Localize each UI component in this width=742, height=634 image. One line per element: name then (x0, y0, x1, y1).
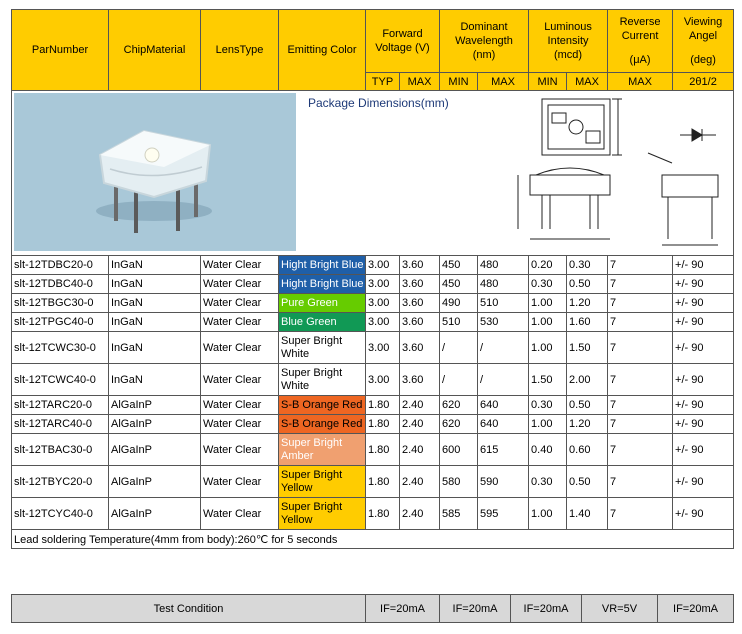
test-condition-table (11, 594, 734, 623)
ir-cell: 7 (608, 364, 673, 396)
test-condition-ir: VR=5V (582, 595, 658, 623)
part-number-cell: slt-12TARC40-0 (12, 415, 109, 434)
iv-min-cell: 0.30 (529, 466, 567, 498)
test-condition-iv: IF=20mA (511, 595, 582, 623)
part-number-cell: slt-12TBYC20-0 (12, 466, 109, 498)
vf-typ-cell: 3.00 (366, 256, 400, 275)
vf-typ-cell: 3.00 (366, 332, 400, 364)
iv-max-cell: 1.20 (567, 294, 608, 313)
wl-max-cell: 595 (478, 498, 529, 530)
wl-min-cell: 580 (440, 466, 478, 498)
vf-max-cell: 3.60 (400, 332, 440, 364)
led-photo (14, 93, 296, 251)
header-reverse-current-unit: (μA) (629, 54, 651, 66)
package-row (12, 91, 734, 256)
chip-material-cell: AlGaInP (109, 498, 201, 530)
test-condition-vf: IF=20mA (366, 595, 440, 623)
vf-typ-cell: 3.00 (366, 294, 400, 313)
part-number-cell: slt-12TARC20-0 (12, 396, 109, 415)
vf-typ-cell: 3.00 (366, 364, 400, 396)
iv-min-cell: 1.50 (529, 364, 567, 396)
vf-typ-cell: 1.80 (366, 396, 400, 415)
header-forward-voltage: Forward Voltage (V) (366, 10, 440, 73)
sub-wl-min: MIN (440, 73, 478, 91)
iv-max-cell: 1.60 (567, 313, 608, 332)
iv-min-cell: 1.00 (529, 498, 567, 530)
wl-min-cell: 600 (440, 434, 478, 466)
vf-max-cell: 3.60 (400, 313, 440, 332)
viewing-angle-cell: +/- 90 (673, 294, 734, 313)
wl-max-cell: 510 (478, 294, 529, 313)
iv-min-cell: 1.00 (529, 294, 567, 313)
chip-material-cell: InGaN (109, 275, 201, 294)
ir-cell: 7 (608, 498, 673, 530)
table-row (12, 275, 734, 294)
emitting-color-cell: Hight Bright Blue (279, 275, 366, 294)
vf-typ-cell: 1.80 (366, 466, 400, 498)
wl-min-cell: 620 (440, 415, 478, 434)
table-row (12, 256, 734, 275)
sub-iv-max: MAX (567, 73, 608, 91)
emitting-color-cell: Pure Green (279, 294, 366, 313)
test-condition-label: Test Condition (12, 595, 366, 623)
viewing-angle-cell: +/- 90 (673, 434, 734, 466)
part-number-cell: slt-12TCWC40-0 (12, 364, 109, 396)
wl-max-cell: 590 (478, 466, 529, 498)
wl-min-cell: 450 (440, 256, 478, 275)
ir-cell: 7 (608, 415, 673, 434)
sub-wl-max: MAX (478, 73, 529, 91)
emitting-color-cell: Super Bright Yellow (279, 498, 366, 530)
sub-angle: 2θ1/2 (673, 73, 734, 91)
lens-type-cell: Water Clear (201, 466, 279, 498)
vf-max-cell: 3.60 (400, 364, 440, 396)
chip-material-cell: AlGaInP (109, 434, 201, 466)
chip-material-cell: InGaN (109, 364, 201, 396)
part-number-cell: slt-12TCWC30-0 (12, 332, 109, 364)
part-number-cell: slt-12TDBC40-0 (12, 275, 109, 294)
viewing-angle-cell: +/- 90 (673, 364, 734, 396)
table-row (12, 364, 734, 396)
table-row (12, 396, 734, 415)
sub-vf-typ: TYP (366, 73, 400, 91)
lens-type-cell: Water Clear (201, 275, 279, 294)
soldering-note: Lead soldering Temperature(4mm from body):260℃ for 5 seconds (12, 530, 734, 549)
lens-type-cell: Water Clear (201, 313, 279, 332)
chip-material-cell: AlGaInP (109, 466, 201, 498)
wl-min-cell: 490 (440, 294, 478, 313)
package-title: Package Dimensions(mm) (308, 96, 449, 110)
vf-typ-cell: 3.00 (366, 275, 400, 294)
wl-max-cell: 640 (478, 396, 529, 415)
ir-cell: 7 (608, 313, 673, 332)
package-cell (12, 91, 734, 256)
wl-max-cell: 480 (478, 275, 529, 294)
table-row (12, 332, 734, 364)
emitting-color-cell: S-B Orange Red (279, 396, 366, 415)
wl-max-cell: 530 (478, 313, 529, 332)
wl-max-cell: / (478, 332, 529, 364)
header-chip-material: ChipMaterial (109, 10, 201, 91)
iv-max-cell: 1.20 (567, 415, 608, 434)
header-row (12, 10, 734, 73)
table-row (12, 466, 734, 498)
vf-max-cell: 2.40 (400, 466, 440, 498)
vf-max-cell: 2.40 (400, 415, 440, 434)
header-dominant-wavelength: Dominant Wavelength (nm) (440, 10, 529, 73)
header-luminous-intensity: Luminous Intensity (mcd) (529, 10, 608, 73)
vf-max-cell: 3.60 (400, 256, 440, 275)
ir-cell: 7 (608, 434, 673, 466)
vf-max-cell: 2.40 (400, 396, 440, 415)
vf-typ-cell: 3.00 (366, 313, 400, 332)
ir-cell: 7 (608, 466, 673, 498)
iv-max-cell: 2.00 (567, 364, 608, 396)
table-row (12, 415, 734, 434)
test-condition-wl: IF=20mA (440, 595, 511, 623)
lens-type-cell: Water Clear (201, 256, 279, 275)
viewing-angle-cell: +/- 90 (673, 498, 734, 530)
table-row (12, 313, 734, 332)
viewing-angle-cell: +/- 90 (673, 275, 734, 294)
viewing-angle-cell: +/- 90 (673, 313, 734, 332)
viewing-angle-cell: +/- 90 (673, 332, 734, 364)
emitting-color-cell: Super Bright Amber (279, 434, 366, 466)
header-viewing-angle-label: Viewing Angel (683, 16, 723, 42)
spec-table (11, 9, 734, 549)
iv-max-cell: 0.50 (567, 396, 608, 415)
iv-min-cell: 1.00 (529, 332, 567, 364)
iv-min-cell: 0.30 (529, 275, 567, 294)
wl-max-cell: / (478, 364, 529, 396)
lens-type-cell: Water Clear (201, 415, 279, 434)
ir-cell: 7 (608, 256, 673, 275)
lens-type-cell: Water Clear (201, 396, 279, 415)
lens-type-cell: Water Clear (201, 498, 279, 530)
viewing-angle-cell: +/- 90 (673, 396, 734, 415)
ir-cell: 7 (608, 275, 673, 294)
iv-max-cell: 1.40 (567, 498, 608, 530)
lens-type-cell: Water Clear (201, 364, 279, 396)
ir-cell: 7 (608, 396, 673, 415)
iv-min-cell: 1.00 (529, 415, 567, 434)
iv-max-cell: 0.50 (567, 275, 608, 294)
header-part-number: ParNumber (12, 10, 109, 91)
viewing-angle-cell: +/- 90 (673, 466, 734, 498)
vf-max-cell: 2.40 (400, 434, 440, 466)
ir-cell: 7 (608, 294, 673, 313)
vf-max-cell: 3.60 (400, 275, 440, 294)
header-viewing-angle (673, 10, 734, 73)
table-row (12, 294, 734, 313)
header-lens-type: LensType (201, 10, 279, 91)
package-drawing (512, 93, 730, 256)
emitting-color-cell: Super Bright Yellow (279, 466, 366, 498)
test-condition-row (12, 595, 734, 623)
wl-min-cell: 585 (440, 498, 478, 530)
chip-material-cell: InGaN (109, 294, 201, 313)
note-row (12, 530, 734, 549)
table-row (12, 498, 734, 530)
part-number-cell: slt-12TPGC40-0 (12, 313, 109, 332)
part-number-cell: slt-12TCYC40-0 (12, 498, 109, 530)
emitting-color-cell: Hight Bright Blue (279, 256, 366, 275)
iv-max-cell: 0.30 (567, 256, 608, 275)
vf-typ-cell: 1.80 (366, 498, 400, 530)
chip-material-cell: InGaN (109, 313, 201, 332)
lens-type-cell: Water Clear (201, 434, 279, 466)
ir-cell: 7 (608, 332, 673, 364)
iv-min-cell: 0.20 (529, 256, 567, 275)
sub-iv-min: MIN (529, 73, 567, 91)
viewing-angle-cell: +/- 90 (673, 415, 734, 434)
wl-min-cell: / (440, 364, 478, 396)
emitting-color-cell: S-B Orange Red (279, 415, 366, 434)
table-row (12, 434, 734, 466)
vf-max-cell: 3.60 (400, 294, 440, 313)
data-rows (12, 256, 734, 530)
header-reverse-current-label: Reverse Current (619, 16, 661, 42)
sub-ir-max: MAX (608, 73, 673, 91)
chip-material-cell: AlGaInP (109, 415, 201, 434)
vf-max-cell: 2.40 (400, 498, 440, 530)
test-condition-angle: IF=20mA (658, 595, 734, 623)
lens-type-cell: Water Clear (201, 294, 279, 313)
wl-min-cell: 450 (440, 275, 478, 294)
wl-max-cell: 615 (478, 434, 529, 466)
vf-typ-cell: 1.80 (366, 434, 400, 466)
iv-max-cell: 1.50 (567, 332, 608, 364)
wl-min-cell: 510 (440, 313, 478, 332)
emitting-color-cell: Super Bright White (279, 332, 366, 364)
iv-min-cell: 1.00 (529, 313, 567, 332)
wl-min-cell: / (440, 332, 478, 364)
iv-min-cell: 0.40 (529, 434, 567, 466)
vf-typ-cell: 1.80 (366, 415, 400, 434)
lens-type-cell: Water Clear (201, 332, 279, 364)
header-viewing-angle-unit: (deg) (690, 54, 716, 66)
chip-material-cell: AlGaInP (109, 396, 201, 415)
sub-vf-max: MAX (400, 73, 440, 91)
header-emitting-color: Emitting Color (279, 10, 366, 91)
header-reverse-current (608, 10, 673, 73)
part-number-cell: slt-12TBAC30-0 (12, 434, 109, 466)
emitting-color-cell: Blue Green (279, 313, 366, 332)
emitting-color-cell: Super Bright White (279, 364, 366, 396)
wl-max-cell: 640 (478, 415, 529, 434)
chip-material-cell: InGaN (109, 332, 201, 364)
viewing-angle-cell: +/- 90 (673, 256, 734, 275)
iv-max-cell: 0.60 (567, 434, 608, 466)
wl-max-cell: 480 (478, 256, 529, 275)
part-number-cell: slt-12TBGC30-0 (12, 294, 109, 313)
iv-max-cell: 0.50 (567, 466, 608, 498)
chip-material-cell: InGaN (109, 256, 201, 275)
iv-min-cell: 0.30 (529, 396, 567, 415)
wl-min-cell: 620 (440, 396, 478, 415)
part-number-cell: slt-12TDBC20-0 (12, 256, 109, 275)
